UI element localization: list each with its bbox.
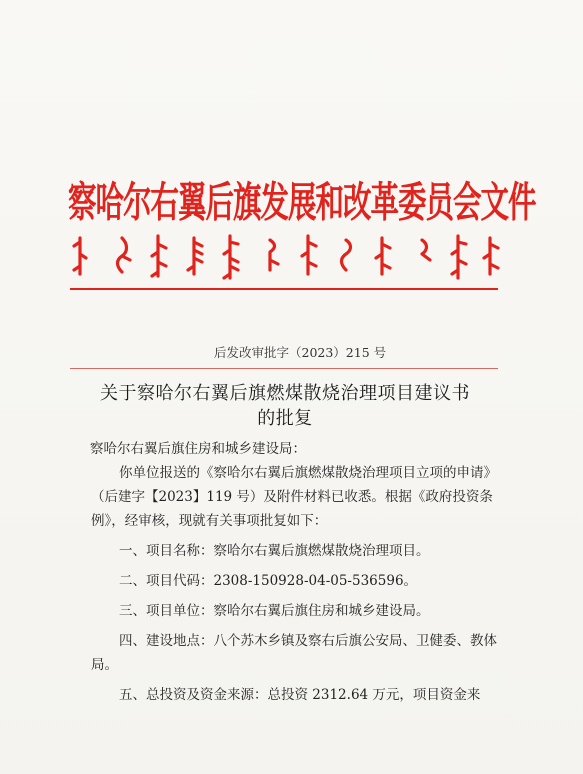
org-header-title: 察哈尔右翼后旗发展和改革委员会文件 — [68, 177, 536, 227]
body-item-investment: 五、总投资及资金来源：总投资 2312.64 万元，项目资金来 — [119, 687, 481, 703]
subject-line-1: 关于察哈尔右翼后旗燃煤散烧治理项目建议书 — [100, 383, 470, 404]
mongolian-script-header — [70, 230, 500, 284]
mongolian-script-graphic — [70, 230, 500, 284]
header-red-rule — [70, 288, 498, 290]
document-body — [91, 461, 505, 707]
body-item-location: 四、建设地点：八个苏木乡镇及察右后旗公安局、卫健委、教体局。 — [91, 633, 497, 673]
body-item-project-name: 一、项目名称：察哈尔右翼后旗燃煤散烧治理项目。 — [119, 543, 430, 559]
document-subject — [70, 381, 500, 431]
subject-line-2: 的批复 — [257, 408, 313, 429]
document-number: 后发改审批字（2023）215 号 — [214, 345, 387, 360]
body-item-project-code: 二、项目代码：2308-150928-04-05-536596。 — [119, 573, 418, 589]
body-item-project-unit: 三、项目单位：察哈尔右翼后旗住房和城乡建设局。 — [119, 603, 430, 619]
recipient-line: 察哈尔右翼后旗住房和城乡建设局： — [90, 441, 306, 457]
document-number-rule — [70, 368, 498, 369]
body-intro-paragraph: 你单位报送的《察哈尔右翼后旗燃煤散烧治理项目立项的申请》（后建字【2023】119 号）及附件材料已收悉。根据《政府投资条例》，经审核，现就有关事项批复如下： — [91, 465, 497, 529]
